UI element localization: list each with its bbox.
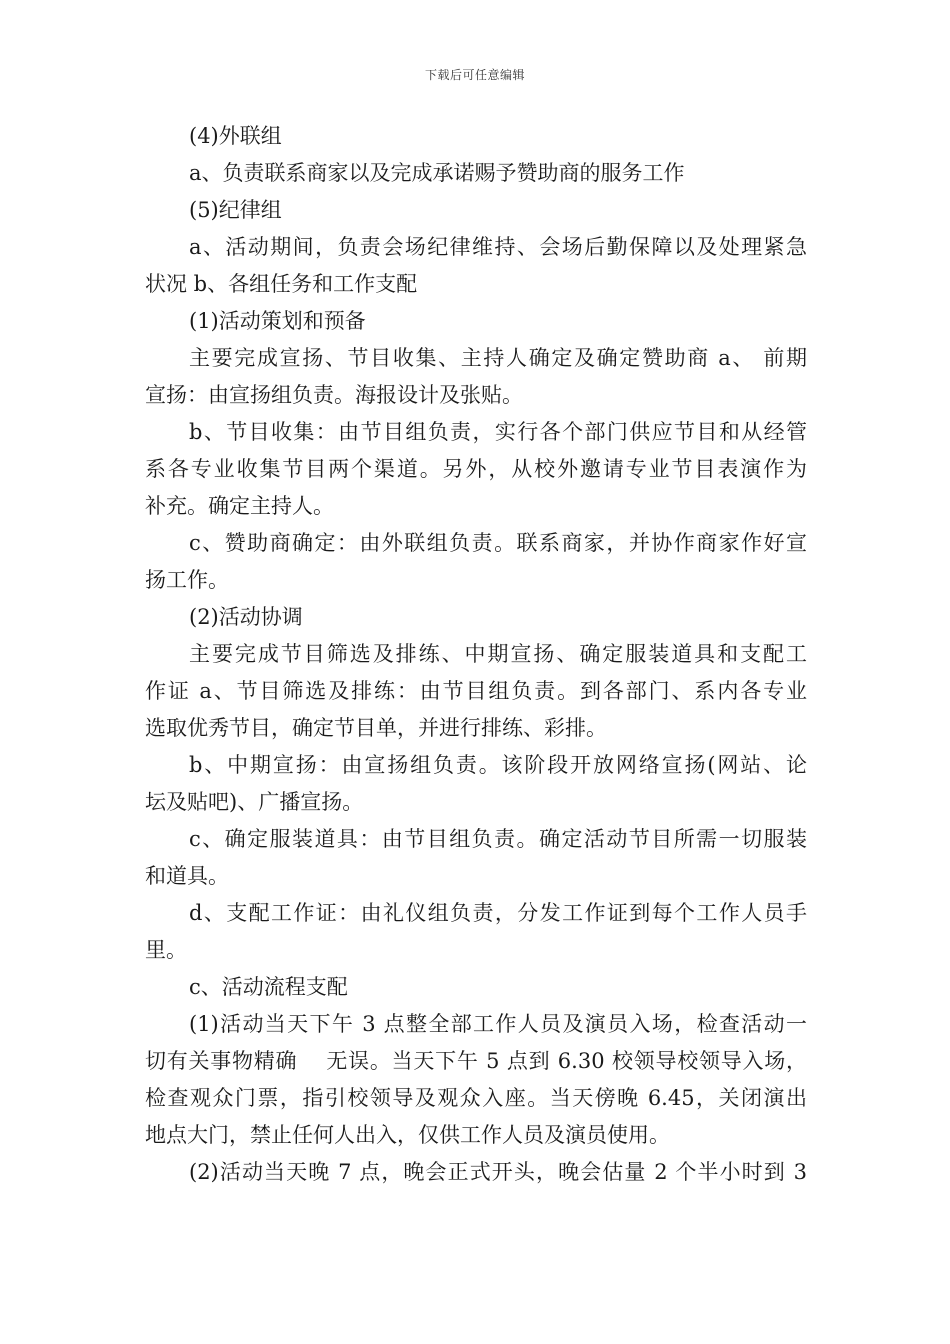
document-body [145,118,807,1191]
text-line: 地点大门，禁止任何人出入，仅供工作人员及演员使用。 [145,1123,670,1147]
text-line: (2)活动当天晚 7 点，晚会正式开头，晚会估量 2 个半小时到 3 [189,1160,807,1184]
text-line: (2)活动协调 [189,605,303,629]
text-line: 坛及贴吧)、广播宣扬。 [145,790,364,814]
text-line: a、活动期间，负责会场纪律维持、会场后勤保障以及处理紧急 [189,235,807,259]
text-line: b、节目收集：由节目组负责，实行各个部门供应节目和从经管 [189,420,807,444]
text-line: 主要完成宣扬、节目收集、主持人确定及确定赞助商 a、 前期 [189,346,807,370]
text-line: 里。 [145,938,187,962]
text-line: 检查观众门票，指引校领导及观众入座。当天傍晚 6.45，关闭演出 [145,1086,807,1110]
page-header: 下载后可任意编辑 [424,68,525,82]
text-line: (5)纪律组 [189,198,282,222]
text-line: d、支配工作证：由礼仪组负责，分发工作证到每个工作人员手 [189,901,807,925]
text-line: 扬工作。 [145,568,229,592]
text-line: 切有关事物精确 无误。当天下午 5 点到 6.30 校领导校领导入场， [145,1049,807,1073]
text-line: 选取优秀节目，确定节目单，并进行排练、彩排。 [145,716,607,740]
text-line: (1)活动策划和预备 [189,309,366,333]
text-line: 作证 a、节目筛选及排练：由节目组负责。到各部门、系内各专业 [145,679,807,703]
text-line: 宣扬：由宣扬组负责。海报设计及张贴。 [145,383,523,407]
text-line: a、负责联系商家以及完成承诺赐予赞助商的服务工作 [189,161,685,185]
text-line: 补充。确定主持人。 [145,494,334,518]
text-line: b、中期宣扬：由宣扬组负责。该阶段开放网络宣扬(网站、论 [189,753,807,777]
text-line: c、确定服装道具：由节目组负责。确定活动节目所需一切服装 [189,827,807,851]
text-line: (4)外联组 [189,124,282,148]
text-line: 状况 b、各组任务和工作支配 [145,272,418,296]
text-line: 主要完成节目筛选及排练、中期宣扬、确定服装道具和支配工 [189,642,807,666]
text-line: 系各专业收集节目两个渠道。另外，从校外邀请专业节目表演作为 [145,457,807,481]
text-line: c、赞助商确定：由外联组负责。联系商家，并协作商家作好宣 [189,531,807,555]
text-line: 和道具。 [145,864,229,888]
text-line: (1)活动当天下午 3 点整全部工作人员及演员入场，检查活动一 [189,1012,807,1036]
text-line: c、活动流程支配 [189,975,348,999]
